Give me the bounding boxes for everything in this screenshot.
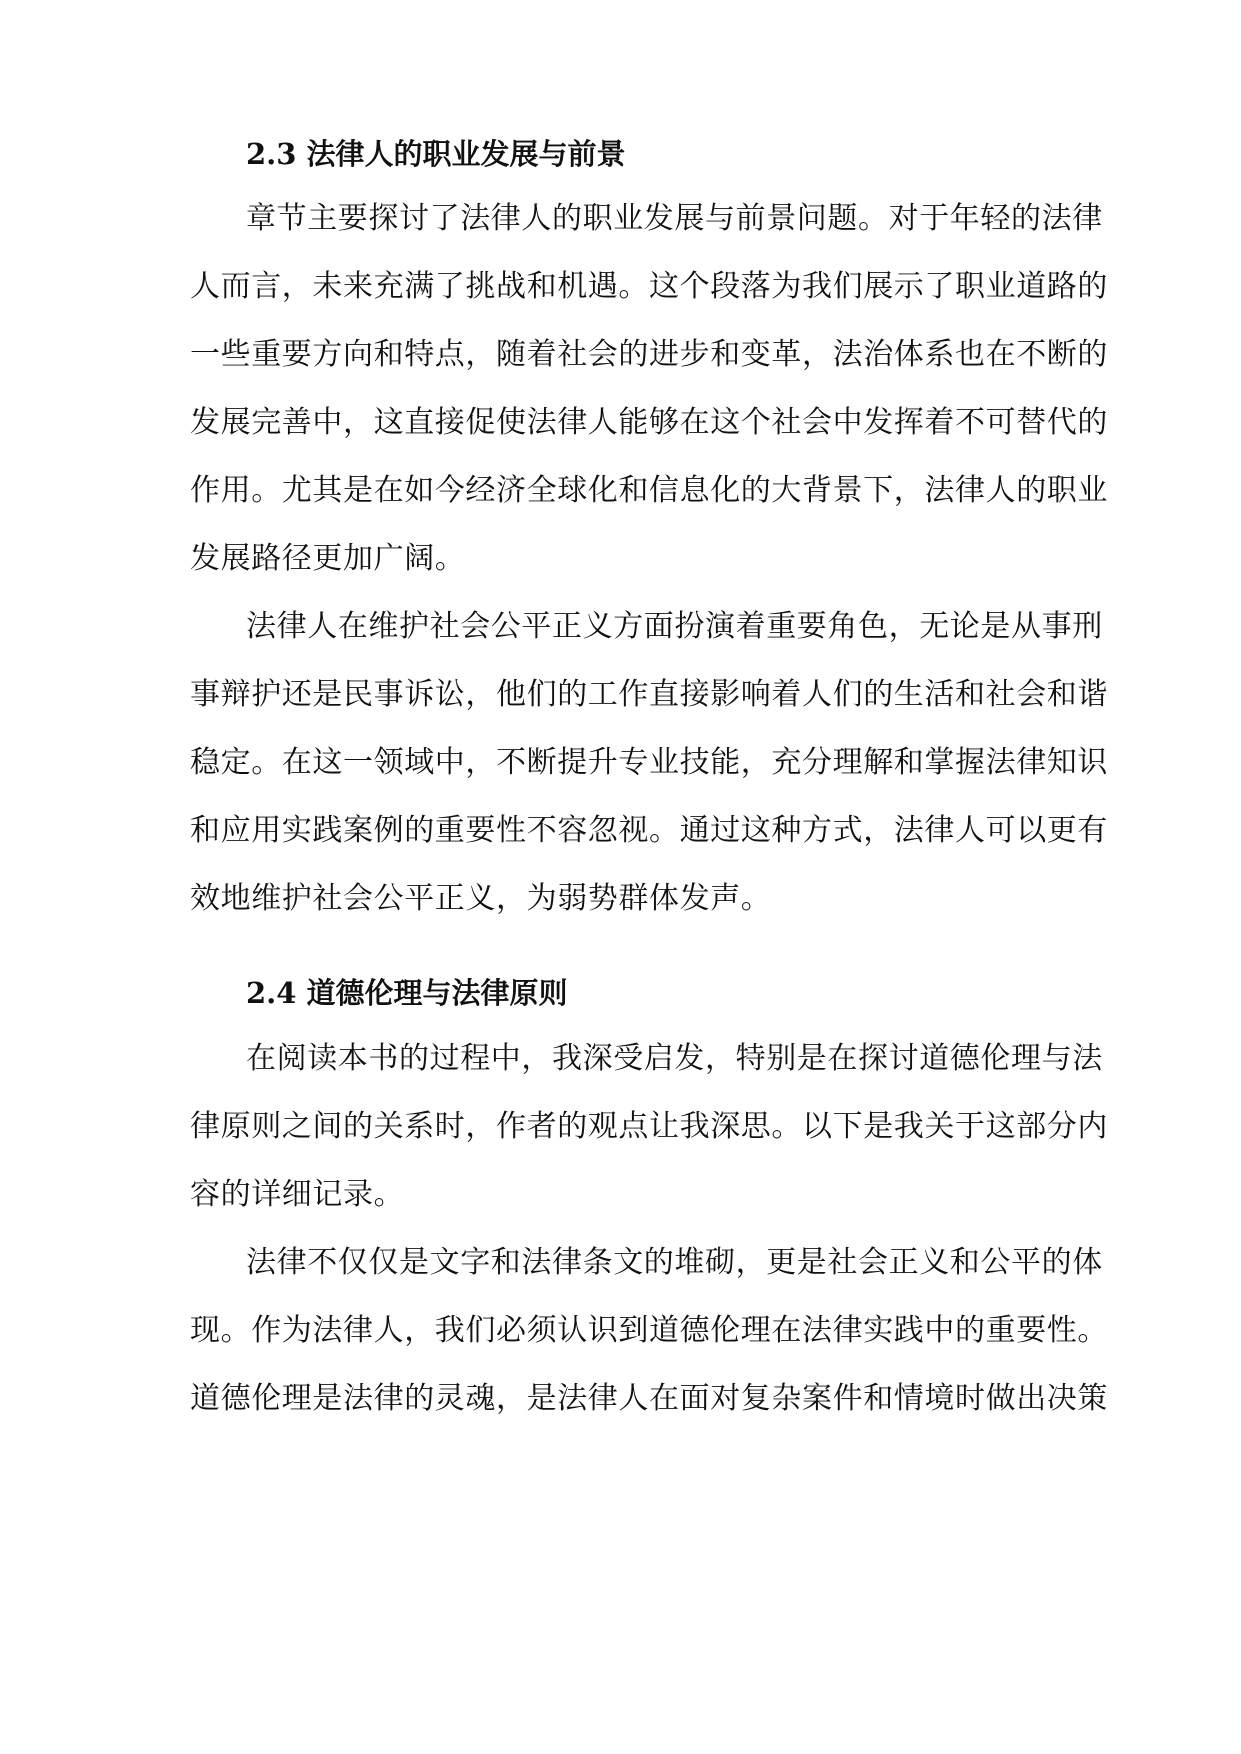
paragraph-line: 作用。尤其是在如今经济全球化和信息化的大背景下，法律人的职业 (190, 473, 1108, 508)
paragraph-line: 稳定。在这一领域中，不断提升专业技能，充分理解和掌握法律知识 (190, 745, 1108, 780)
paragraph-line: 章节主要探讨了法律人的职业发展与前景问题。对于年轻的法律 (246, 201, 1103, 236)
paragraph-line: 和应用实践案例的重要性不容忽视。通过这种方式，法律人可以更有 (190, 813, 1108, 848)
paragraph-line: 法律人在维护社会公平正义方面扮演着重要角色，无论是从事刑 (246, 609, 1103, 644)
paragraph-line: 在阅读本书的过程中，我深受启发，特别是在探讨道德伦理与法 (246, 1041, 1103, 1076)
paragraph-line: 法律不仅仅是文字和法律条文的堆砌，更是社会正义和公平的体 (246, 1245, 1103, 1280)
paragraph-line: 效地维护社会公平正义，为弱势群体发声。 (190, 881, 772, 916)
paragraph-line: 道德伦理是法律的灵魂，是法律人在面对复杂案件和情境时做出决策 (190, 1381, 1108, 1416)
paragraph-line: 发展完善中，这直接促使法律人能够在这个社会中发挥着不可替代的 (190, 405, 1108, 440)
paragraph-line: 一些重要方向和特点，随着社会的进步和变革，法治体系也在不断的 (190, 337, 1108, 372)
section-heading-2-4: 2.4 道德伦理与法律原则 (246, 976, 568, 1010)
paragraph-line: 律原则之间的关系时，作者的观点让我深思。以下是我关于这部分内 (190, 1109, 1108, 1144)
paragraph-line: 人而言，未来充满了挑战和机遇。这个段落为我们展示了职业道路的 (190, 269, 1108, 304)
paragraph-line: 发展路径更加广阔。 (190, 541, 466, 576)
paragraph-line: 事辩护还是民事诉讼，他们的工作直接影响着人们的生活和社会和谐 (190, 677, 1108, 712)
section-heading-2-3: 2.3 法律人的职业发展与前景 (246, 137, 626, 171)
paragraph-line: 现。作为法律人，我们必须认识到道德伦理在法律实践中的重要性。 (190, 1313, 1108, 1348)
paragraph-line: 容的详细记录。 (190, 1177, 405, 1212)
